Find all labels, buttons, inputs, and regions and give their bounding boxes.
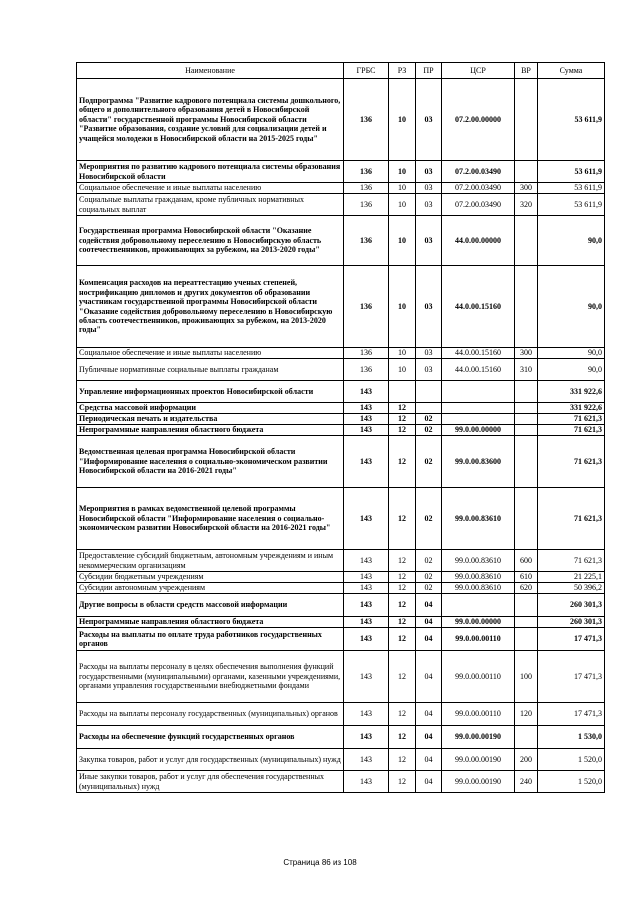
row-pr-cell: 03 bbox=[416, 183, 442, 194]
row-sum-cell: 71 621,3 bbox=[538, 425, 605, 436]
row-vr-cell: 300 bbox=[515, 348, 538, 359]
row-csr-cell: 44.0.00.15160 bbox=[442, 348, 515, 359]
row-name-cell: Социальные выплаты гражданам, кроме публичных нормативных социальных выплат bbox=[77, 194, 344, 216]
row-name-cell: Иные закупки товаров, работ и услуг для обеспечения государственных (муниципальных) нужд bbox=[77, 771, 344, 793]
row-pr-cell: 04 bbox=[416, 749, 442, 771]
row-vr-cell bbox=[515, 628, 538, 651]
row-csr-cell: 44.0.00.15160 bbox=[442, 359, 515, 381]
row-pr-cell: 03 bbox=[416, 348, 442, 359]
row-sum-cell: 260 301,3 bbox=[538, 594, 605, 617]
row-csr-cell: 99.0.00.00110 bbox=[442, 628, 515, 651]
row-name-cell: Предоставление субсидий бюджетным, автономным учреждениям и иным некоммерческим организациям bbox=[77, 550, 344, 572]
row-grbs-cell: 143 bbox=[344, 488, 389, 550]
row-grbs-cell: 143 bbox=[344, 726, 389, 749]
row-vr-cell: 100 bbox=[515, 651, 538, 703]
table-row bbox=[77, 266, 605, 348]
row-sum-cell: 90,0 bbox=[538, 216, 605, 266]
row-rz-cell: 12 bbox=[389, 594, 416, 617]
row-name-cell: Подпрограмма "Развитие кадрового потенциала системы дошкольного, общего и дополнительного образования детей в Новосибирской области" государственной программы Новосибирской области "Развитие образования, создание условий для социализации детей и учащейся молодежи в Новосибирской области на 2015-2025 годы" bbox=[77, 79, 344, 161]
row-vr-cell bbox=[515, 594, 538, 617]
row-vr-cell: 200 bbox=[515, 749, 538, 771]
row-csr-cell: 44.0.00.15160 bbox=[442, 266, 515, 348]
row-pr-cell: 02 bbox=[416, 414, 442, 425]
row-name-cell: Другие вопросы в области средств массовой информации bbox=[77, 594, 344, 617]
row-rz-cell: 12 bbox=[389, 771, 416, 793]
row-csr-cell: 99.0.00.83610 bbox=[442, 550, 515, 572]
row-rz-cell: 12 bbox=[389, 550, 416, 572]
row-grbs-cell: 143 bbox=[344, 651, 389, 703]
table-row bbox=[77, 216, 605, 266]
row-csr-cell: 99.0.00.00110 bbox=[442, 703, 515, 726]
table-row bbox=[77, 628, 605, 651]
row-csr-cell bbox=[442, 414, 515, 425]
row-vr-cell: 240 bbox=[515, 771, 538, 793]
row-rz-cell: 12 bbox=[389, 651, 416, 703]
row-vr-cell bbox=[515, 617, 538, 628]
row-vr-cell: 620 bbox=[515, 583, 538, 594]
row-rz-cell: 12 bbox=[389, 703, 416, 726]
row-grbs-cell: 136 bbox=[344, 183, 389, 194]
row-pr-cell: 03 bbox=[416, 161, 442, 183]
row-grbs-cell: 143 bbox=[344, 572, 389, 583]
table-row bbox=[77, 79, 605, 161]
page-number: Страница 86 из 108 bbox=[283, 858, 357, 867]
row-name-cell: Социальное обеспечение и иные выплаты населению bbox=[77, 348, 344, 359]
row-pr-cell bbox=[416, 381, 442, 403]
row-pr-cell: 02 bbox=[416, 583, 442, 594]
row-name-cell: Периодическая печать и издательства bbox=[77, 414, 344, 425]
table-row bbox=[77, 550, 605, 572]
table-body bbox=[77, 79, 605, 793]
row-sum-cell: 71 621,3 bbox=[538, 436, 605, 488]
row-sum-cell: 331 922,6 bbox=[538, 403, 605, 414]
row-pr-cell: 03 bbox=[416, 79, 442, 161]
row-rz-cell: 10 bbox=[389, 359, 416, 381]
row-grbs-cell: 136 bbox=[344, 194, 389, 216]
row-rz-cell: 10 bbox=[389, 348, 416, 359]
row-name-cell: Компенсация расходов на переаттестацию ученых степеней, нострификацию дипломов и других документов об образовании участникам государственной программы Новосибирской области "Оказание содействия добровольному переселению в Новосибирскую область соотечественников, проживающих за рубежом, на 2013-2020 годы" bbox=[77, 266, 344, 348]
row-rz-cell: 10 bbox=[389, 194, 416, 216]
row-pr-cell: 02 bbox=[416, 550, 442, 572]
header-vr: ВР bbox=[515, 63, 538, 79]
row-name-cell: Расходы на выплаты по оплате труда работников государственных органов bbox=[77, 628, 344, 651]
row-csr-cell: 99.0.00.00110 bbox=[442, 651, 515, 703]
row-name-cell: Средства массовой информации bbox=[77, 403, 344, 414]
row-rz-cell: 12 bbox=[389, 403, 416, 414]
row-sum-cell: 21 225,1 bbox=[538, 572, 605, 583]
row-pr-cell: 04 bbox=[416, 628, 442, 651]
table-row bbox=[77, 403, 605, 414]
row-name-cell: Субсидии автономным учреждениям bbox=[77, 583, 344, 594]
row-csr-cell bbox=[442, 403, 515, 414]
row-name-cell: Расходы на обеспечение функций государственных органов bbox=[77, 726, 344, 749]
table-row bbox=[77, 183, 605, 194]
row-name-cell: Непрограммные направления областного бюджета bbox=[77, 617, 344, 628]
row-csr-cell: 99.0.00.83610 bbox=[442, 488, 515, 550]
row-csr-cell: 07.2.00.03490 bbox=[442, 183, 515, 194]
row-sum-cell: 1 520,0 bbox=[538, 771, 605, 793]
table-row bbox=[77, 488, 605, 550]
table-row bbox=[77, 348, 605, 359]
row-rz-cell: 12 bbox=[389, 414, 416, 425]
row-rz-cell: 12 bbox=[389, 749, 416, 771]
row-vr-cell: 600 bbox=[515, 550, 538, 572]
table-row bbox=[77, 594, 605, 617]
row-rz-cell: 12 bbox=[389, 583, 416, 594]
row-vr-cell bbox=[515, 266, 538, 348]
table-row bbox=[77, 414, 605, 425]
row-rz-cell: 10 bbox=[389, 79, 416, 161]
table-row bbox=[77, 425, 605, 436]
row-pr-cell: 02 bbox=[416, 425, 442, 436]
header-sum: Сумма bbox=[538, 63, 605, 79]
row-rz-cell: 10 bbox=[389, 216, 416, 266]
row-vr-cell bbox=[515, 216, 538, 266]
row-grbs-cell: 136 bbox=[344, 79, 389, 161]
row-pr-cell bbox=[416, 403, 442, 414]
row-pr-cell: 04 bbox=[416, 771, 442, 793]
row-pr-cell: 03 bbox=[416, 266, 442, 348]
row-csr-cell: 99.0.00.00000 bbox=[442, 425, 515, 436]
row-sum-cell: 1 530,0 bbox=[538, 726, 605, 749]
row-sum-cell: 90,0 bbox=[538, 266, 605, 348]
row-sum-cell: 71 621,3 bbox=[538, 550, 605, 572]
row-csr-cell: 07.2.00.03490 bbox=[442, 194, 515, 216]
row-grbs-cell: 143 bbox=[344, 414, 389, 425]
budget-table bbox=[76, 62, 605, 793]
row-sum-cell: 53 611,9 bbox=[538, 161, 605, 183]
table-row bbox=[77, 359, 605, 381]
row-sum-cell: 53 611,9 bbox=[538, 194, 605, 216]
row-csr-cell: 99.0.00.83610 bbox=[442, 572, 515, 583]
row-name-cell: Расходы на выплаты персоналу государственных (муниципальных) органов bbox=[77, 703, 344, 726]
row-sum-cell: 53 611,9 bbox=[538, 183, 605, 194]
row-name-cell: Управление информационных проектов Новосибирской области bbox=[77, 381, 344, 403]
row-vr-cell bbox=[515, 79, 538, 161]
row-sum-cell: 1 520,0 bbox=[538, 749, 605, 771]
row-name-cell: Государственная программа Новосибирской области "Оказание содействия добровольному переселению в Новосибирскую область соотечественников, проживающих за рубежом, на 2013-2020 годы" bbox=[77, 216, 344, 266]
row-vr-cell bbox=[515, 436, 538, 488]
row-csr-cell: 99.0.00.00190 bbox=[442, 749, 515, 771]
row-vr-cell: 300 bbox=[515, 183, 538, 194]
row-sum-cell: 331 922,6 bbox=[538, 381, 605, 403]
row-pr-cell: 04 bbox=[416, 703, 442, 726]
row-sum-cell: 53 611,9 bbox=[538, 79, 605, 161]
row-rz-cell: 12 bbox=[389, 436, 416, 488]
row-grbs-cell: 143 bbox=[344, 617, 389, 628]
row-sum-cell: 90,0 bbox=[538, 359, 605, 381]
table-row bbox=[77, 617, 605, 628]
row-name-cell: Мероприятия в рамках ведомственной целевой программы Новосибирской области "Информирование населения о социально-экономическом развитии Новосибирской области на 2016-2021 годы" bbox=[77, 488, 344, 550]
row-grbs-cell: 136 bbox=[344, 216, 389, 266]
row-vr-cell bbox=[515, 403, 538, 414]
row-csr-cell bbox=[442, 381, 515, 403]
row-name-cell: Субсидии бюджетным учреждениям bbox=[77, 572, 344, 583]
row-pr-cell: 04 bbox=[416, 726, 442, 749]
row-vr-cell bbox=[515, 381, 538, 403]
row-vr-cell: 120 bbox=[515, 703, 538, 726]
row-rz-cell: 12 bbox=[389, 617, 416, 628]
row-grbs-cell: 143 bbox=[344, 771, 389, 793]
row-name-cell: Публичные нормативные социальные выплаты гражданам bbox=[77, 359, 344, 381]
table-row bbox=[77, 703, 605, 726]
row-pr-cell: 03 bbox=[416, 216, 442, 266]
row-pr-cell: 04 bbox=[416, 651, 442, 703]
row-vr-cell bbox=[515, 414, 538, 425]
table-row bbox=[77, 161, 605, 183]
row-vr-cell bbox=[515, 425, 538, 436]
row-name-cell: Социальное обеспечение и иные выплаты населению bbox=[77, 183, 344, 194]
row-sum-cell: 90,0 bbox=[538, 348, 605, 359]
row-pr-cell: 03 bbox=[416, 359, 442, 381]
row-grbs-cell: 136 bbox=[344, 161, 389, 183]
row-csr-cell: 07.2.00.00000 bbox=[442, 79, 515, 161]
row-grbs-cell: 143 bbox=[344, 436, 389, 488]
row-grbs-cell: 143 bbox=[344, 749, 389, 771]
row-name-cell: Закупка товаров, работ и услуг для государственных (муниципальных) нужд bbox=[77, 749, 344, 771]
row-sum-cell: 71 621,3 bbox=[538, 414, 605, 425]
row-pr-cell: 03 bbox=[416, 194, 442, 216]
row-pr-cell: 04 bbox=[416, 594, 442, 617]
row-rz-cell bbox=[389, 381, 416, 403]
row-sum-cell: 17 471,3 bbox=[538, 628, 605, 651]
row-grbs-cell: 143 bbox=[344, 550, 389, 572]
row-sum-cell: 17 471,3 bbox=[538, 703, 605, 726]
row-sum-cell: 260 301,3 bbox=[538, 617, 605, 628]
row-vr-cell bbox=[515, 161, 538, 183]
row-name-cell: Ведомственная целевая программа Новосибирской области "Информирование населения о социально-экономическом развитии Новосибирской области на 2016-2021 годы" bbox=[77, 436, 344, 488]
header-pr: ПР bbox=[416, 63, 442, 79]
row-grbs-cell: 143 bbox=[344, 425, 389, 436]
table-row bbox=[77, 194, 605, 216]
row-pr-cell: 02 bbox=[416, 488, 442, 550]
header-grbs: ГРБС bbox=[344, 63, 389, 79]
row-csr-cell: 99.0.00.00000 bbox=[442, 617, 515, 628]
row-sum-cell: 71 621,3 bbox=[538, 488, 605, 550]
header-csr: ЦСР bbox=[442, 63, 515, 79]
row-name-cell: Расходы на выплаты персоналу в целях обеспечения выполнения функций государственными (муниципальными) органами, казенными учреждениями, органами управления государственными внебюджетными фондами bbox=[77, 651, 344, 703]
row-pr-cell: 02 bbox=[416, 436, 442, 488]
table-row bbox=[77, 583, 605, 594]
row-csr-cell: 07.2.00.03490 bbox=[442, 161, 515, 183]
row-csr-cell: 44.0.00.00000 bbox=[442, 216, 515, 266]
row-csr-cell: 99.0.00.00190 bbox=[442, 771, 515, 793]
row-grbs-cell: 136 bbox=[344, 359, 389, 381]
row-grbs-cell: 143 bbox=[344, 594, 389, 617]
row-grbs-cell: 143 bbox=[344, 583, 389, 594]
row-rz-cell: 10 bbox=[389, 183, 416, 194]
row-csr-cell: 99.0.00.83600 bbox=[442, 436, 515, 488]
row-grbs-cell: 136 bbox=[344, 348, 389, 359]
row-vr-cell bbox=[515, 726, 538, 749]
row-csr-cell: 99.0.00.83610 bbox=[442, 583, 515, 594]
row-grbs-cell: 143 bbox=[344, 381, 389, 403]
row-rz-cell: 10 bbox=[389, 266, 416, 348]
row-rz-cell: 12 bbox=[389, 628, 416, 651]
row-grbs-cell: 143 bbox=[344, 703, 389, 726]
table-row bbox=[77, 436, 605, 488]
header-name: Наименование bbox=[77, 63, 344, 79]
table-header-row bbox=[77, 63, 605, 79]
row-grbs-cell: 136 bbox=[344, 266, 389, 348]
header-rz: РЗ bbox=[389, 63, 416, 79]
row-name-cell: Мероприятия по развитию кадрового потенциала системы образования Новосибирской области bbox=[77, 161, 344, 183]
table-row bbox=[77, 771, 605, 793]
row-csr-cell: 99.0.00.00190 bbox=[442, 726, 515, 749]
table-row bbox=[77, 572, 605, 583]
row-pr-cell: 04 bbox=[416, 617, 442, 628]
row-sum-cell: 50 396,2 bbox=[538, 583, 605, 594]
row-name-cell: Непрограммные направления областного бюджета bbox=[77, 425, 344, 436]
table-row bbox=[77, 651, 605, 703]
row-vr-cell: 320 bbox=[515, 194, 538, 216]
row-grbs-cell: 143 bbox=[344, 628, 389, 651]
row-csr-cell bbox=[442, 594, 515, 617]
row-rz-cell: 12 bbox=[389, 425, 416, 436]
table-row bbox=[77, 726, 605, 749]
row-vr-cell bbox=[515, 488, 538, 550]
row-vr-cell: 610 bbox=[515, 572, 538, 583]
row-grbs-cell: 143 bbox=[344, 403, 389, 414]
row-rz-cell: 12 bbox=[389, 488, 416, 550]
table-row bbox=[77, 381, 605, 403]
row-rz-cell: 12 bbox=[389, 726, 416, 749]
row-pr-cell: 02 bbox=[416, 572, 442, 583]
table-row bbox=[77, 749, 605, 771]
row-rz-cell: 10 bbox=[389, 161, 416, 183]
row-sum-cell: 17 471,3 bbox=[538, 651, 605, 703]
row-vr-cell: 310 bbox=[515, 359, 538, 381]
row-rz-cell: 12 bbox=[389, 572, 416, 583]
